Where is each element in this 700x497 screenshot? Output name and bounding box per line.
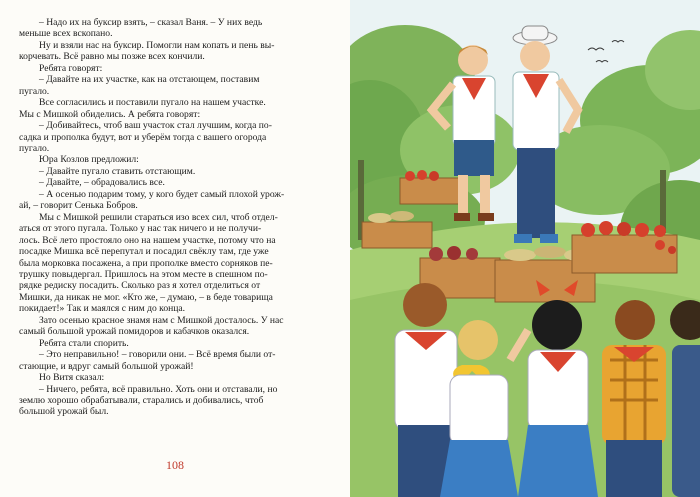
text-line: трушку повыдергал. Пришлось на этом месте в спешном по- <box>19 268 268 280</box>
page-number: 108 <box>166 458 184 472</box>
text-line: – Надо их на буксир взять, – сказал Ваня. – У них ведь <box>39 17 263 28</box>
text-line: – Ничего, ребята, всё правильно. Хоть они и отставали, но <box>39 383 278 395</box>
text-line: садка и прополка будут, вот и уберём тогда с вашего огорода <box>19 131 267 143</box>
text-line: Ребята говорят: <box>39 62 103 74</box>
text-line: – Это неправильно! – говорили они. – Всё время были от- <box>39 349 276 361</box>
text-line: корчевать. Всё равно мы позже всех кончили. <box>19 51 205 63</box>
text-line: землю хорошо обрабатывали, старались и добивались, чтоб <box>19 394 264 406</box>
text-line: Зато осенью красное знамя нам с Мишкой досталось. У нас <box>39 314 284 326</box>
text-line: Ребята стали спорить. <box>39 337 129 349</box>
text-line: покидает!» Так и маялся с ним до конца. <box>19 303 186 315</box>
children-harvest-illustration <box>350 0 700 497</box>
text-line: Но Витя сказал: <box>39 372 105 384</box>
text-line: стающие, и вдруг самый большой урожай! <box>19 360 194 372</box>
text-line: пугало. <box>19 85 50 97</box>
text-line: большой урожай был. <box>19 406 109 418</box>
text-line: – Добивайтесь, чтоб ваш участок стал лучшим, когда по- <box>39 120 272 132</box>
story-text <box>19 17 334 418</box>
text-line: посадке Мишка всё перепутал и посадил свёклу там, где уже <box>19 246 269 258</box>
text-line: рядке редиску посадить. Сколько раз я хотел отделиться от <box>19 280 261 292</box>
text-line: – А осенью подарим тому, у кого будет самый плохой урож- <box>39 188 285 200</box>
text-line: была морковка посажена, а при прополке вместо сорняков пе- <box>19 257 273 269</box>
text-line: – Давайте на их участке, как на отстающем, поставим <box>39 74 260 86</box>
text-line: самый большой урожай помидоров и кабачков оказался. <box>19 326 250 338</box>
text-line: Мы с Мишкой решили стараться изо всех сил, чтоб отдел- <box>39 211 278 223</box>
text-line: лось. Всё лето простояло оно на нашем участке, потому что на <box>19 234 276 246</box>
text-line: Юра Козлов предложил: <box>39 154 139 166</box>
text-line: Ну и взяли нас на буксир. Помогли нам копать и пень вы- <box>39 39 275 51</box>
text-line: Мишки, да никак не мог. «Кто же, – думаю, – в беде товарища <box>19 291 273 303</box>
text-line: Мы с Мишкой обиделись. А ребята говорят: <box>19 108 201 120</box>
text-line: аться от этого пугала. Только у нас так ничего и не получи- <box>19 223 262 235</box>
text-line: пугало. <box>19 142 50 154</box>
text-line: ай, – говорит Сенька Бобров. <box>19 200 138 212</box>
text-line: меньше всех вскопано. <box>19 28 113 40</box>
text-line: Все согласились и поставили пугало на нашем участке. <box>39 97 266 109</box>
illustration-page <box>350 0 700 497</box>
text-line: – Давайте, – обрадовались все. <box>39 177 165 189</box>
text-line: – Давайте пугало ставить отстающим. <box>39 165 196 177</box>
